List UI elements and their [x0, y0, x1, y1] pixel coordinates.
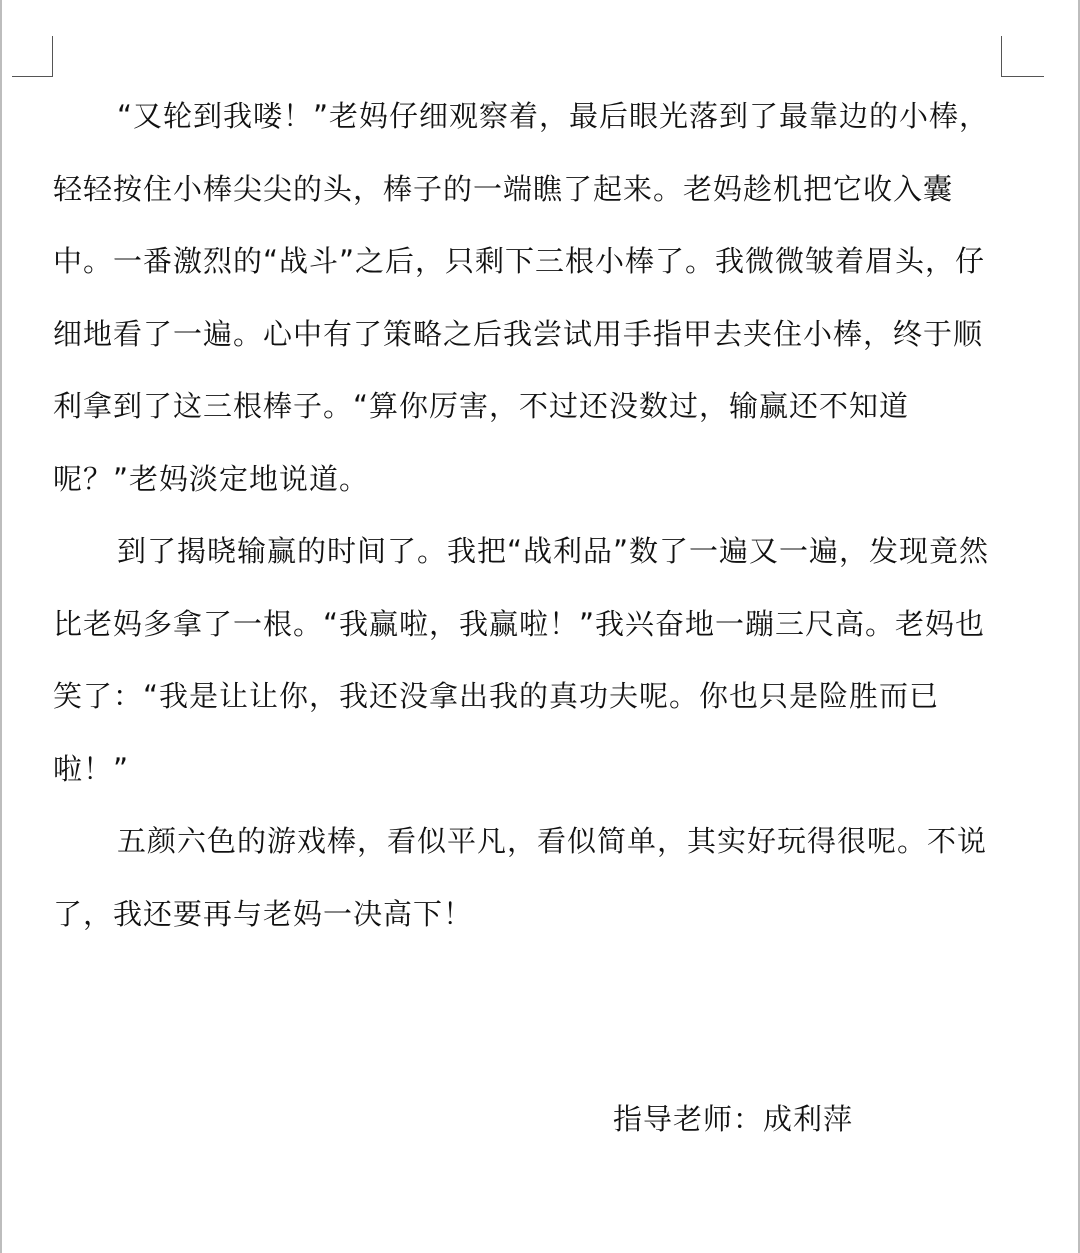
crop-mark-top-right [1001, 36, 1044, 77]
advisor-signature: 指导老师：成利萍 [613, 1102, 854, 1136]
paragraph-3: 五颜六色的游戏棒，看似平凡，看似简单，其实好玩得很呢。不说了，我还要再与老妈一决高下！ [53, 824, 988, 931]
page-left-border [0, 0, 2, 1253]
document-body [53, 80, 1005, 950]
paragraph-2: 到了揭晓输赢的时间了。我把“战利品”数了一遍又一遍，发现竟然比老妈多拿了一根。“我赢啦，我赢啦！”我兴奋地一蹦三尺高。老妈也笑了：“我是让让你，我还没拿出我的真功夫呢。你也只是险胜而已啦！” [53, 534, 990, 786]
crop-mark-top-left [12, 36, 53, 77]
paragraph-1: “又轮到我喽！”老妈仔细观察着，最后眼光落到了最靠边的小棒，轻轻按住小棒尖尖的头，棒子的一端瞧了起来。老妈趁机把它收入囊中。一番激烈的“战斗”之后，只剩下三根小棒了。我微微皱着眉头，仔细地看了一遍。心中有了策略之后我尝试用手指甲去夹住小棒，终于顺利拿到了这三根棒子。“算你厉害，不过还没数过，输赢还不知道呢？”老妈淡定地说道。 [53, 99, 990, 496]
